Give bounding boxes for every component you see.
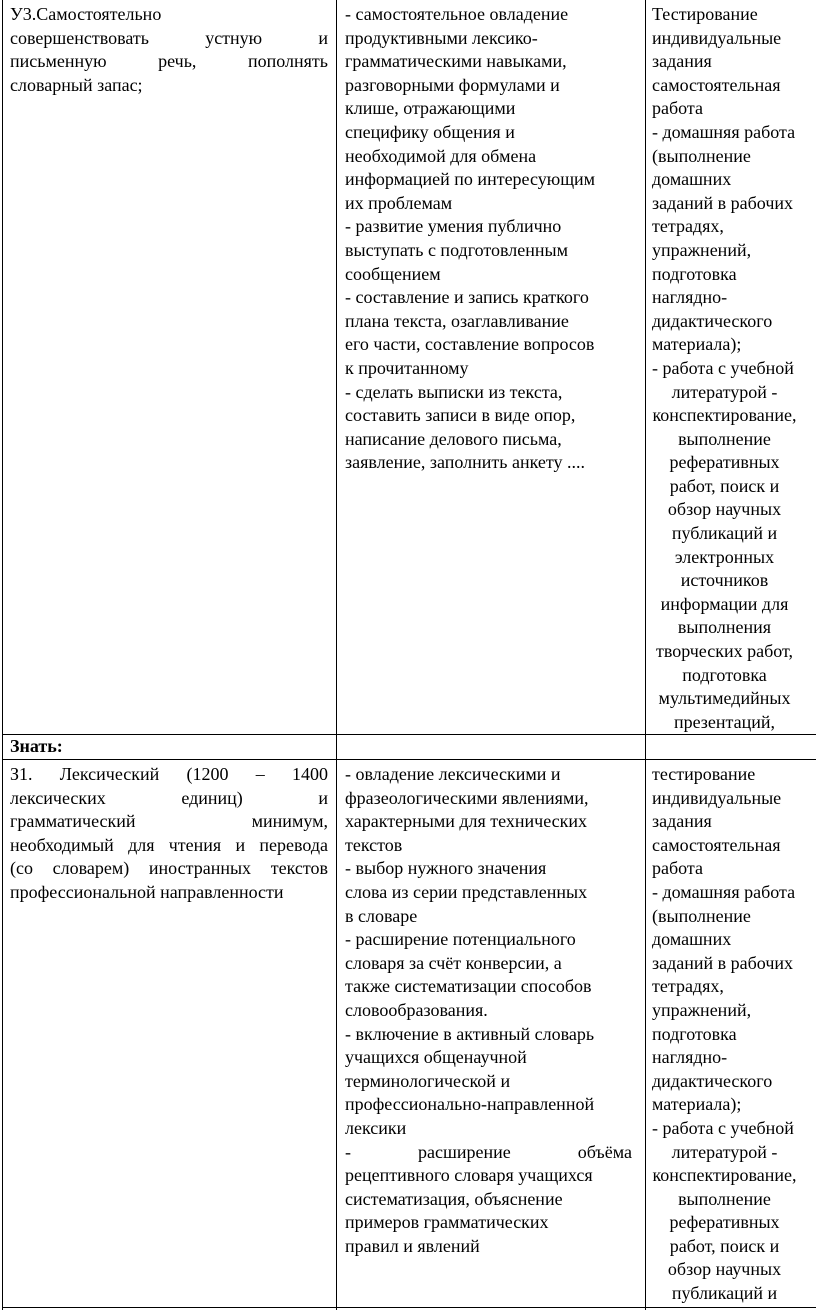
- u3-assessment-line: выполнения: [677, 617, 772, 638]
- z1-knowledge-line: необходимый для чтения и перевода: [10, 834, 328, 855]
- u3-activity-line: - самостоятельное овладение: [345, 4, 569, 24]
- u3-activity-line: клише, отражающими: [345, 98, 516, 119]
- z1-knowledge-line: (со словарем) иностранных текстов: [10, 858, 328, 879]
- u3-assessment-line: творческих работ,: [655, 641, 794, 662]
- u3-activity-cell: [345, 3, 637, 475]
- z1-assessment-line: заданий в рабочих: [652, 952, 794, 973]
- u3-skill-cell: [10, 3, 328, 97]
- z1-activity-line: слова из серии представленных: [345, 881, 588, 902]
- u3-activity-line: их проблемам: [345, 192, 453, 213]
- z1-assessment-line: (выполнение: [652, 905, 751, 926]
- u3-activity-line: сообщением: [345, 263, 441, 284]
- u3-assessment-line: публикаций и: [671, 523, 778, 544]
- z1-knowledge-line: лексических единиц) и: [10, 787, 328, 808]
- z1-knowledge-line: грамматический минимум,: [10, 811, 328, 832]
- z1-assessment-line: материала);: [652, 1094, 742, 1115]
- z1-assessment-line: задания: [652, 811, 712, 832]
- z1-activity-line: рецептивного словаря учащихся: [345, 1165, 593, 1186]
- z1-activity-line: текстов: [345, 834, 403, 855]
- z1-assessment-line: тестирование: [652, 764, 756, 784]
- z1-activity-line: примеров грамматических: [345, 1212, 549, 1233]
- z1-knowledge-line: З1. Лексический (1200 – 1400: [10, 764, 328, 784]
- u3-assessment-line: - домашняя работа: [652, 121, 796, 142]
- u3-assessment-line: дидактического: [652, 310, 773, 331]
- u3-skill-line: У3.Самостоятельно: [10, 4, 162, 24]
- u3-activity-line: составить записи в виде опор,: [345, 405, 576, 426]
- z1-assessment-line: подготовка: [652, 1023, 737, 1044]
- z1-activity-line: профессионально-направленной: [345, 1094, 595, 1115]
- z1-activity-line: - включение в активный словарь: [345, 1023, 595, 1044]
- u3-activity-line: написание делового письма,: [345, 428, 562, 449]
- z1-assessment-line: упражнений,: [652, 999, 752, 1020]
- u3-assessment-line: тетрадях,: [652, 216, 724, 237]
- z1-assessment-line: дидактического: [652, 1070, 773, 1091]
- u3-assessment-line: (выполнение: [652, 145, 751, 166]
- u3-activity-line: выступать с подготовленным: [345, 239, 569, 260]
- z1-assessment-line: домашних: [652, 929, 732, 950]
- u3-assessment-line: работа: [652, 98, 703, 119]
- u3-activity-line: - составление и запись краткого: [345, 287, 589, 308]
- z1-activity-line: - выбор нужного значения: [345, 858, 547, 879]
- u3-assessment-line: задания: [652, 51, 712, 72]
- u3-assessment-line: домашних: [652, 169, 732, 190]
- z1-activity-line: в словаре: [345, 905, 418, 926]
- u3-activity-line: специфику общения и: [345, 121, 515, 142]
- u3-assessment-line: литературой -: [671, 381, 778, 402]
- z1-assessment-line: - работа с учебной: [652, 1117, 794, 1138]
- u3-assessment-line: презентаций,: [673, 711, 776, 732]
- table-border-left: [2, 0, 3, 1310]
- z1-assessment-line: реферативных: [669, 1212, 780, 1233]
- z1-activity-cell: [345, 763, 637, 1258]
- u3-activity-line: продуктивными лексико-: [345, 27, 538, 48]
- u3-assessment-line: конспектирование,: [652, 405, 797, 426]
- u3-assessment-line: самостоятельная: [652, 74, 781, 95]
- u3-activity-line: его части, составление вопросов: [345, 334, 595, 355]
- u3-activity-line: к прочитанному: [345, 357, 469, 378]
- z1-activity-line: фразеологическими явлениями,: [345, 787, 589, 808]
- u3-activity-line: информацией по интересующим: [345, 169, 596, 190]
- z1-knowledge-line: профессиональной направленности: [10, 881, 284, 902]
- table-border-col1: [336, 0, 337, 1310]
- z1-activity-line: - расширение потенциального: [345, 929, 576, 950]
- u3-activity-line: плана текста, озаглавливание: [345, 310, 569, 331]
- z1-activity-line: лексики: [345, 1117, 407, 1138]
- u3-skill-line: совершенствовать устную и: [10, 27, 328, 48]
- u3-activity-line: разговорными формулами и: [345, 74, 560, 95]
- u3-assessment-line: работ, поиск и: [669, 475, 780, 496]
- u3-activity-line: - развитие умения публично: [345, 216, 562, 237]
- z1-knowledge-cell: [10, 763, 328, 905]
- z1-assessment-line: выполнение: [678, 1188, 771, 1209]
- z1-assessment-line: конспектирование,: [652, 1165, 797, 1186]
- u3-assessment-line: заданий в рабочих: [652, 192, 794, 213]
- u3-skill-line: словарный запас;: [10, 74, 143, 95]
- z1-assessment-line: работ, поиск и: [669, 1235, 780, 1256]
- table-border-row-mid: [2, 759, 816, 760]
- u3-activity-line: грамматическими навыками,: [345, 51, 567, 72]
- z1-activity-line: - расширение объёма: [345, 1141, 632, 1162]
- z1-assessment-line: литературой -: [671, 1141, 778, 1162]
- u3-assessment-line: подготовка: [652, 263, 737, 284]
- u3-assessment-line: реферативных: [669, 452, 780, 473]
- z1-activity-line: систематизация, объяснение: [345, 1188, 563, 1209]
- table-border-col2: [645, 0, 646, 1310]
- u3-assessment-line: Тестирование: [652, 4, 758, 24]
- u3-assessment-line: электронных: [674, 546, 775, 567]
- u3-assessment-line: наглядно-: [652, 287, 728, 308]
- z1-activity-line: также систематизации способов: [345, 976, 592, 997]
- z1-assessment-line: - домашняя работа: [652, 881, 796, 902]
- u3-activity-line: заявление, заполнить анкету ....: [345, 452, 585, 473]
- u3-assessment-cell: [652, 3, 816, 734]
- u3-assessment-line: материала);: [652, 334, 742, 355]
- table-border-bottom: [2, 1307, 816, 1308]
- u3-activity-line: - сделать выписки из текста,: [345, 381, 563, 402]
- z1-assessment-line: обзор научных: [667, 1259, 782, 1280]
- u3-assessment-line: обзор научных: [667, 499, 782, 520]
- u3-activity-line: необходимой для обмена: [345, 145, 537, 166]
- u3-assessment-line: - работа с учебной: [652, 357, 794, 378]
- z1-activity-line: - овладение лексическими и: [345, 764, 561, 784]
- u3-assessment-line: индивидуальные: [652, 27, 782, 48]
- section-header-know: Знать:: [10, 736, 63, 756]
- z1-activity-line: правил и явлений: [345, 1235, 480, 1256]
- z1-assessment-line: наглядно-: [652, 1047, 728, 1068]
- z1-assessment-line: публикаций и: [671, 1283, 778, 1304]
- u3-assessment-line: мультимедийных: [658, 688, 791, 709]
- z1-activity-line: характерными для технических: [345, 811, 588, 832]
- z1-activity-line: терминологической и: [345, 1070, 511, 1091]
- u3-assessment-line: выполнение: [678, 428, 771, 449]
- u3-assessment-line: информации для: [660, 593, 789, 614]
- z1-assessment-cell: [652, 763, 816, 1306]
- z1-activity-line: учащихся общенаучной: [345, 1047, 527, 1068]
- z1-assessment-line: самостоятельная: [652, 834, 781, 855]
- z1-assessment-line: работа: [652, 858, 703, 879]
- u3-assessment-line: упражнений,: [652, 239, 752, 260]
- z1-assessment-line: индивидуальные: [652, 787, 782, 808]
- u3-skill-line: письменную речь, пополнять: [10, 51, 328, 72]
- z1-assessment-line: тетрадях,: [652, 976, 724, 997]
- z1-activity-line: словаря за счёт конверсии, а: [345, 952, 562, 973]
- z1-activity-line: словообразования.: [345, 999, 488, 1020]
- u3-assessment-line: источников: [680, 570, 769, 591]
- u3-assessment-line: подготовка: [682, 664, 767, 685]
